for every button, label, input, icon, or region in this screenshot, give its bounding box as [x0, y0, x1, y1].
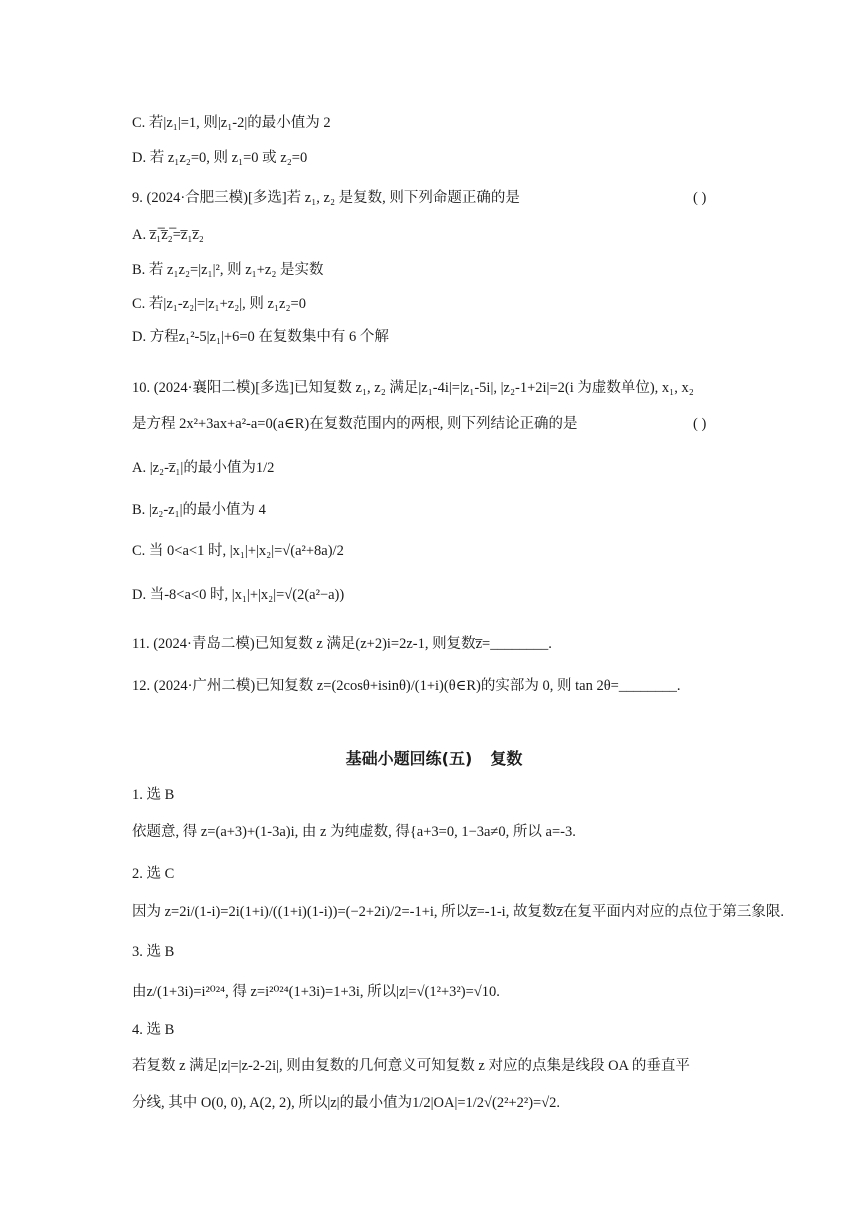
answer-3-body: 由z/(1+3i)=i²⁰²⁴, 得 z=i²⁰²⁴(1+3i)=1+3i, 所以|z|=√(1²+3²)=√10. — [132, 984, 500, 1000]
q9-stem: 9. (2024·合肥三模)[多选]若 z₁, z₂ 是复数, 则下列命题正确的是 — [132, 190, 520, 206]
q9-option-d: D. 方程z₁²-5|z₁|+6=0 在复数集中有 6 个解 — [132, 329, 389, 345]
answer-2-body: 因为 z=2i/(1-i)=2i(1+i)/((1+i)(1-i))=(−2+2i)/2=-1+i, 所以z̅=-1-i, 故复数z̅在复平面内对应的点位于第三象限. — [132, 904, 785, 920]
answer-1-body: 依题意, 得 z=(a+3)+(1-3a)i, 由 z 为纯虚数, 得{a+3=0, 1−3a≠0, 所以 a=-3. — [132, 824, 576, 840]
answers-subtitle: 复数 — [490, 749, 523, 768]
answer-2-head: 2. 选 C — [132, 866, 175, 882]
answer-4-body-line2: 分线, 其中 O(0, 0), A(2, 2), 所以|z|的最小值为1/2|OA|=1/2√(2²+2²)=√2. — [132, 1095, 561, 1111]
q9-answer-paren: ( ) — [693, 190, 707, 206]
answer-3-head: 3. 选 B — [132, 944, 175, 960]
q10-answer-paren: ( ) — [693, 416, 707, 432]
q10-stem-line1: 10. (2024·襄阳二模)[多选]已知复数 z₁, z₂ 满足|z₁-4i|=|z₁-5i|, |z₂-1+2i|=2(i 为虚数单位), x₁, x₂ — [132, 380, 694, 396]
q9-option-b: B. 若 z₁z₂=|z₁|², 则 z₁+z₂ 是实数 — [132, 262, 324, 278]
q9-option-a: A. z̅₁̅z̅₂̅=z̅₁z̅₂ — [132, 227, 204, 243]
q9-option-c: C. 若|z₁-z₂|=|z₁+z₂|, 则 z₁z₂=0 — [132, 296, 306, 312]
q10-option-b: B. |z₂-z₁|的最小值为 4 — [132, 502, 266, 518]
q10-stem-line2: 是方程 2x²+3ax+a²-a=0(a∈R)在复数范围内的两根, 则下列结论正确的是 — [132, 416, 578, 432]
answer-4-body-line1: 若复数 z 满足|z|=|z-2-2i|, 则由复数的几何意义可知复数 z 对应的点集是线段 OA 的垂直平 — [132, 1058, 690, 1074]
q12-stem: 12. (2024·广州二模)已知复数 z=(2cosθ+isinθ)/(1+i)(θ∈R)的实部为 0, 则 tan 2θ=________. — [132, 678, 681, 694]
answer-4-head: 4. 选 B — [132, 1022, 175, 1038]
q11-stem: 11. (2024·青岛二模)已知复数 z 满足(z+2)i=2z-1, 则复数z̅=________. — [132, 636, 552, 652]
answers-section-title — [0, 748, 868, 770]
q10-option-a: A. |z₂-z̅₁|的最小值为1/2 — [132, 460, 275, 476]
q10-option-d: D. 当-8<a<0 时, |x₁|+|x₂|=√(2(a²−a)) — [132, 587, 345, 603]
q8-option-d: D. 若 z₁z₂=0, 则 z₁=0 或 z₂=0 — [132, 150, 308, 166]
answer-1-head: 1. 选 B — [132, 787, 175, 803]
q8-option-c: C. 若|z₁|=1, 则|z₁-2|的最小值为 2 — [132, 115, 331, 131]
q10-option-c: C. 当 0<a<1 时, |x₁|+|x₂|=√(a²+8a)/2 — [132, 543, 344, 559]
answers-title: 基础小题回练(五) — [345, 749, 473, 768]
